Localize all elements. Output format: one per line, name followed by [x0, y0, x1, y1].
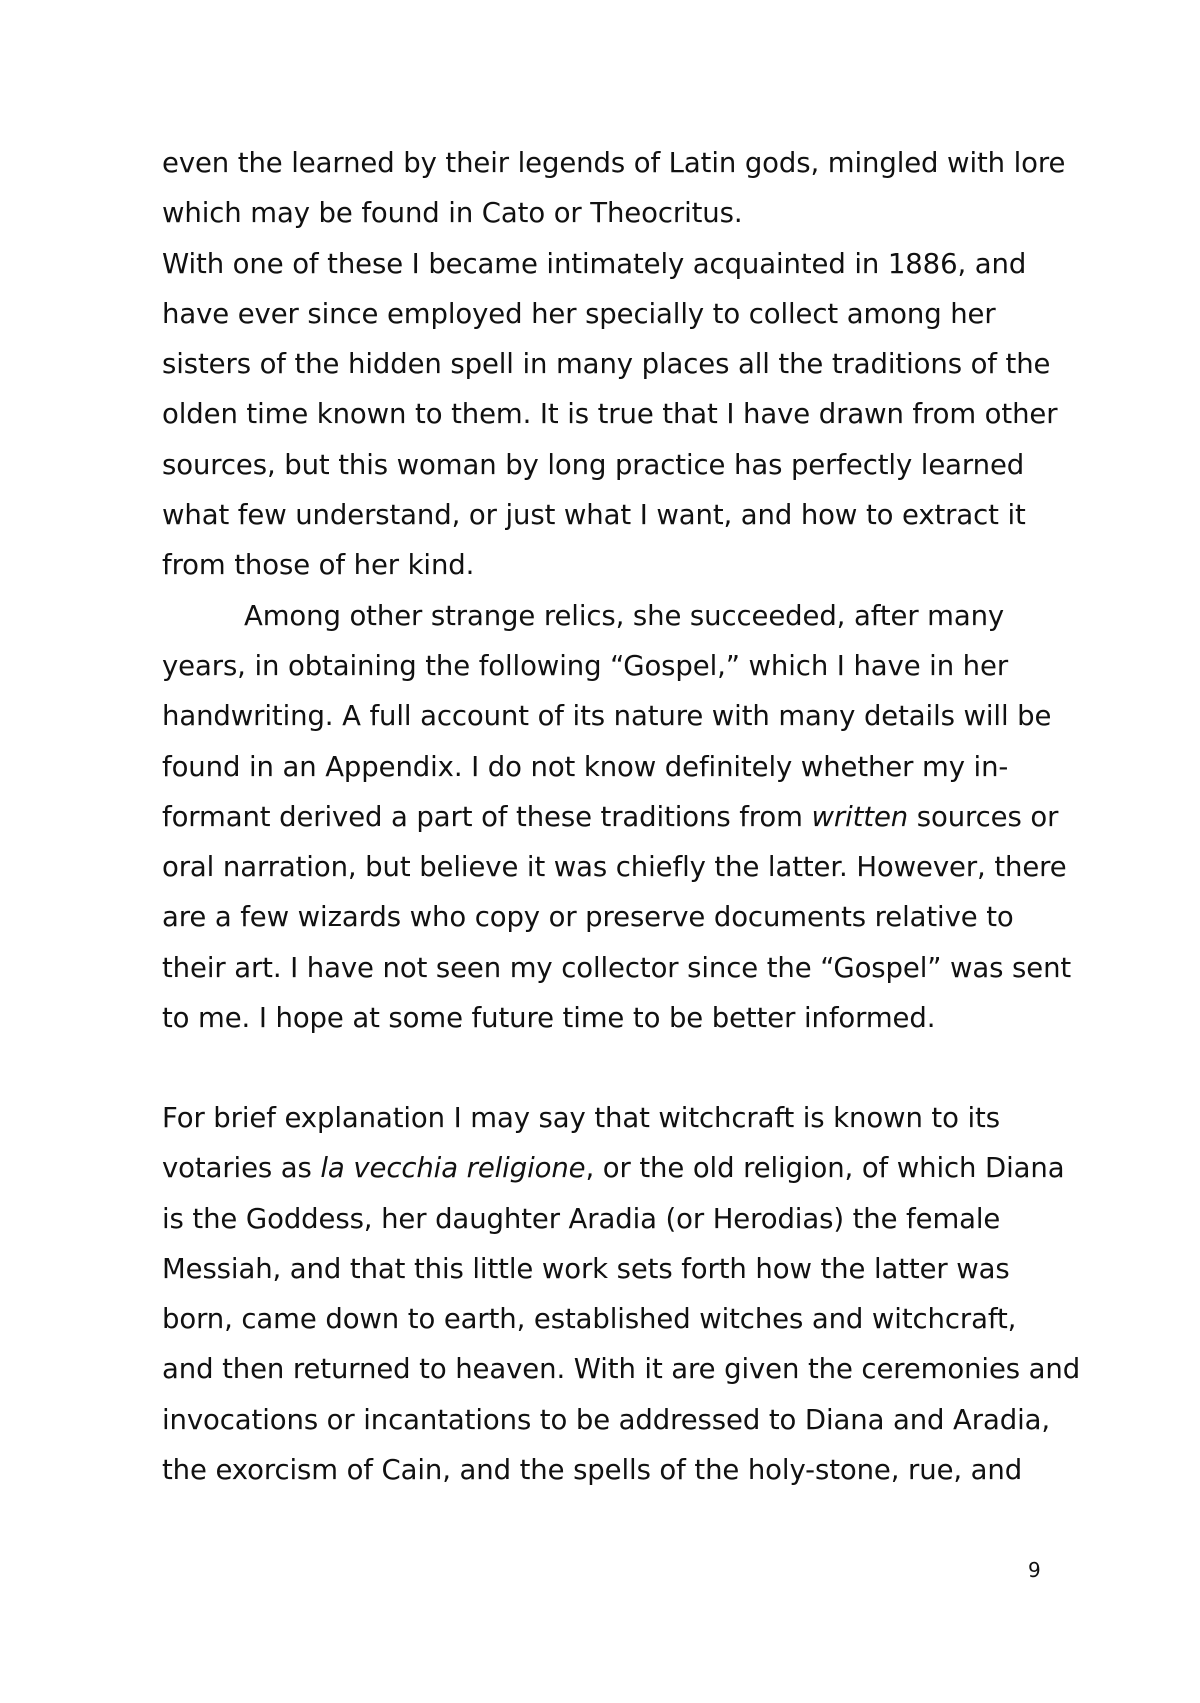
text-line: their art. I have not seen my collector since the “Gospel” was sent: [162, 951, 1072, 984]
text-line: sources, but this woman by long practice has perfectly learned: [162, 448, 1025, 481]
text-line: invocations or incantations to be addressed to Diana and Aradia,: [162, 1403, 1051, 1436]
text-line: even the learned by their legends of Latin gods, mingled with lore: [162, 147, 1066, 179]
text-line: [162, 792, 1062, 842]
text-line: years, in obtaining the following “Gospel,” which I have in her: [162, 649, 1009, 682]
text-line: what few understand, or just what I want, and how to extract it: [162, 499, 1026, 532]
text-line: which may be found in Cato or Theocritus.: [162, 197, 743, 230]
text-line: For brief explanation I may say that witchcraft is known to its: [162, 1102, 1000, 1134]
text-line: oral narration, but believe it was chiefly the latter. However, there: [162, 851, 1067, 884]
page-number: 9: [1028, 1558, 1041, 1582]
text-line: have ever since employed her specially to collect among her: [162, 297, 996, 330]
text-line: to me. I hope at some future time to be better informed.: [162, 1002, 936, 1035]
text-line: are a few wizards who copy or preserve documents relative to: [162, 901, 1014, 934]
text-line: Messiah, and that this little work sets forth how the latter was: [162, 1252, 1010, 1285]
text-run: sources or: [908, 800, 1059, 833]
text-run: formant derived a part of these traditions from: [162, 800, 812, 833]
text-line: found in an Appendix. I do not know definitely whether my in-: [162, 750, 1009, 783]
text-line: and then returned to heaven. With it are given the ceremonies and: [162, 1353, 1081, 1386]
body-text-upper: [162, 138, 1072, 1043]
text-line: [162, 1143, 1065, 1193]
text-line: Among other strange relics, she succeeded, after many: [244, 599, 1005, 632]
text-line: sisters of the hidden spell in many places all the traditions of the: [162, 348, 1051, 381]
text-run: votaries as: [162, 1152, 321, 1185]
italic-phrase: la vecchia religione: [320, 1152, 586, 1185]
text-line: handwriting. A full account of its nature with many details will be: [162, 700, 1052, 733]
text-line: from those of her kind.: [162, 549, 475, 582]
text-line: born, came down to earth, established witches and witchcraft,: [162, 1303, 1017, 1336]
text-line: is the Goddess, her daughter Aradia (or Herodias) the female: [162, 1202, 1001, 1235]
text-line: olden time known to them. It is true that I have drawn from other: [162, 398, 1058, 431]
text-run: , or the old religion, of which Diana: [585, 1152, 1065, 1185]
text-line: the exorcism of Cain, and the spells of the holy-stone, rue, and: [162, 1454, 1023, 1487]
body-text-lower: [162, 1093, 1081, 1495]
italic-word: written: [811, 800, 909, 833]
text-line: With one of these I became intimately acquainted in 1886, and: [162, 247, 1027, 280]
